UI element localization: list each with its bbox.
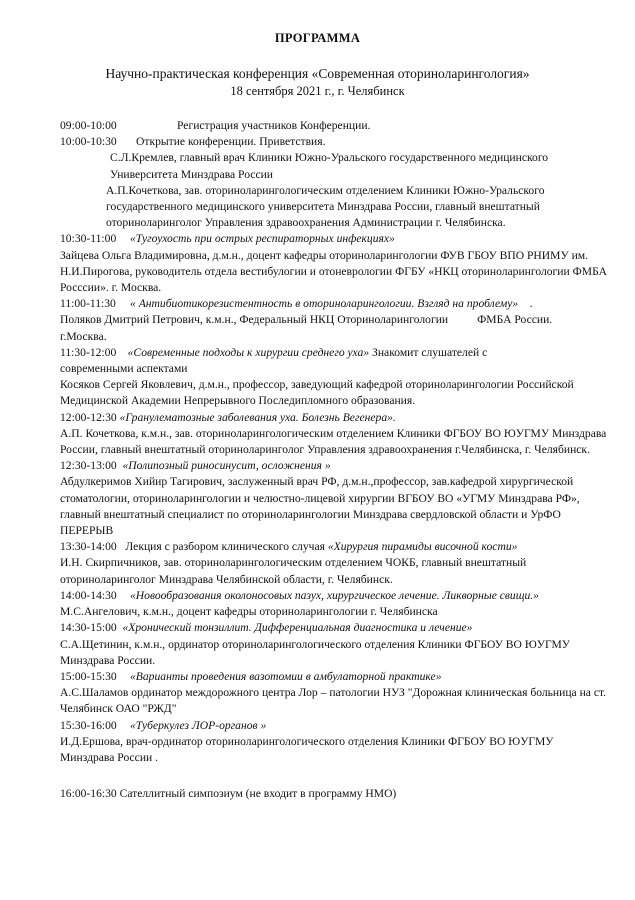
speaker-info: С.А.Щетинин, к.м.н., ординатор оториноларингологического отделения Клиники ФГБОУ ВО ЮУГМУ Минздрава России. xyxy=(60,637,571,667)
speaker-info: Косяков Сергей Яковлевич, д.м.н., профессор, заведующий кафедрой оториноларингологии Российской Медицинской Академии Непрерывного Последипломного образования. xyxy=(60,378,574,408)
time-slot: 12:30-13:00 xyxy=(60,459,117,473)
speaker-city: г.Москва. xyxy=(60,329,107,343)
program-item-registration xyxy=(60,118,608,134)
speaker-info: А.П. Кочеткова, к.м.н., зав. оториноларингологическим отделением Клиники ФГБОУ ВО ЮУГМУ Минздрава России, главный внештатный оториноларинголог Управления здравоохранения г.Челябинска, г. Челябинск. xyxy=(60,426,607,457)
talk-title: «Хирургия пирамиды височной кости» xyxy=(327,540,518,554)
program-item-4 xyxy=(60,410,608,426)
speaker-info: И.Н. Скирпичников, зав. оториноларингологическим отделением ЧОКБ, главный внештатный оториноларинголог Минздрава Челябинской области, г. Челябинск. xyxy=(60,556,527,586)
item-text: Открытие конференции. Приветствия. xyxy=(136,135,326,149)
talk-title: «Тугоухость при острых респираторных инфекциях» xyxy=(130,232,395,246)
speaker-info: И.Д.Ершова, врач-ординатор оториноларингологического отделения Клиники ФГБОУ ВО ЮУГМУ Минздрава России . xyxy=(60,734,554,764)
greeting-speaker-2: А.П.Кочеткова, зав. оториноларингологическим отделением Клиники Южно-Уральского государственного медицинского университета Минздрава России, главный внештатный оториноларинголог Управления здравоохранения Администрации г. Челябинска. xyxy=(106,183,545,230)
time-slot: 16:00-16:30 xyxy=(60,787,117,801)
item-text: Сателлитный симпозиум (не входит в программу НМО) xyxy=(119,787,397,801)
program-body xyxy=(60,118,608,802)
speaker-name: Поляков Дмитрий Петрович, к.м.н., Федеральный НКЦ Оториноларингологии xyxy=(60,313,449,327)
speaker-info: М.С.Ангелович, к.м.н., доцент кафедры оториноларингологии г. Челябинска xyxy=(60,605,438,619)
program-item-6 xyxy=(60,539,608,555)
speaker-info: Зайцева Ольга Владимировна, д.м.н., доцент кафедры оториноларингологии ФУВ ГБОУ ВПО РНИМУ им. Н.И.Пирогова, руководитель отдела вестибулогии и отоневрологии ФГБУ «НКЦ оториноларингологии ФМБА Росссии». г. Москва. xyxy=(60,248,607,295)
program-item-5 xyxy=(60,458,608,474)
talk-title: «Туберкулез ЛОР-органов » xyxy=(130,718,267,732)
talk-title: «Новообразования околоносовых пазух, хирургическое лечение. Ликворные свищи.» xyxy=(130,588,539,602)
time-slot: 12:00-12:30 xyxy=(60,410,117,424)
program-item-2 xyxy=(60,296,608,312)
time-slot: 15:00-15:30 xyxy=(60,669,117,683)
speaker-info xyxy=(60,312,608,328)
time-slot: 14:30-15:00 xyxy=(60,621,117,635)
program-item-1 xyxy=(60,231,608,247)
speaker-info: А.С.Шаламов ординатор междорожного центра Лор – патологии НУЗ "Дорожная клиническая больница на ст. Челябинск ОАО "РЖД" xyxy=(60,686,607,716)
page-title: ПРОГРАММА xyxy=(274,31,361,45)
program-item-7 xyxy=(60,588,608,604)
speaker-info: Абдулкеримов Хийир Тагирович, заслуженный врач РФ, д.м.н.,профессор, зав.кафедрой хирургической стоматологии, оториноларингологии и челюстно-лицевой хирургии ВГБОУ ВО «УГМУ Минздрава РФ», главный внештатный специалист по оториноларингологии Минздрава свердловской области и УрФО xyxy=(60,475,580,521)
item-text: Регистрация участников Конференции. xyxy=(177,119,371,132)
talk-title: « Антибиотикорезистентность в оториноларингологии. Взгляд на проблему» xyxy=(130,297,519,311)
talk-note: Знакомит слушателей с xyxy=(369,345,488,359)
conference-name: Научно-практическая конференция «Современная оториноларингология» xyxy=(105,66,530,81)
spacer xyxy=(60,766,608,782)
talk-title-suffix: . xyxy=(529,297,533,311)
talk-title: «Полипозный риносинусит, осложнения » xyxy=(122,459,331,473)
time-slot: 11:00-11:30 xyxy=(60,297,116,311)
talk-note-continued: современными аспектами xyxy=(60,362,188,376)
program-item-opening xyxy=(60,134,608,150)
program-item-final xyxy=(60,786,608,802)
time-slot: 15:30-16:00 xyxy=(60,718,117,732)
talk-title: «Варианты проведения вазотомии в амбулаторной практике» xyxy=(130,669,442,683)
program-item-9 xyxy=(60,669,608,685)
talk-title: «Современные подходы к хирургии среднего уха» xyxy=(127,345,370,359)
time-slot: 11:30-12:00 xyxy=(60,345,117,359)
greeting-speaker-1: С.Л.Кремлев, главный врач Клиники Южно-Уральского государственного медицинского Университета Минздрава России xyxy=(110,151,549,181)
talk-title: «Хронический тонзиллит. Дифференциальная диагностика и лечение» xyxy=(122,621,473,635)
talk-prefix: Лекция с разбором клинического случая xyxy=(125,540,328,554)
time-slot: 13:30-14:00 xyxy=(60,540,117,554)
speaker-org: ФМБА России. xyxy=(477,313,553,327)
talk-title: «Гранулематозные заболевания уха. Болезнь Вегенера». xyxy=(119,410,396,424)
program-item-3 xyxy=(60,345,608,361)
conference-date: 18 сентября 2021 г., г. Челябинск xyxy=(230,84,405,98)
time-slot: 10:00-10:30 xyxy=(60,135,117,149)
time-slot: 14:00-14:30 xyxy=(60,588,117,602)
program-item-10 xyxy=(60,718,608,734)
time-slot: 09:00-10:00 xyxy=(60,119,117,132)
break-label: ПЕРЕРЫВ xyxy=(60,524,114,538)
time-slot: 10:30-11:00 xyxy=(60,232,117,246)
program-item-8 xyxy=(60,620,608,636)
